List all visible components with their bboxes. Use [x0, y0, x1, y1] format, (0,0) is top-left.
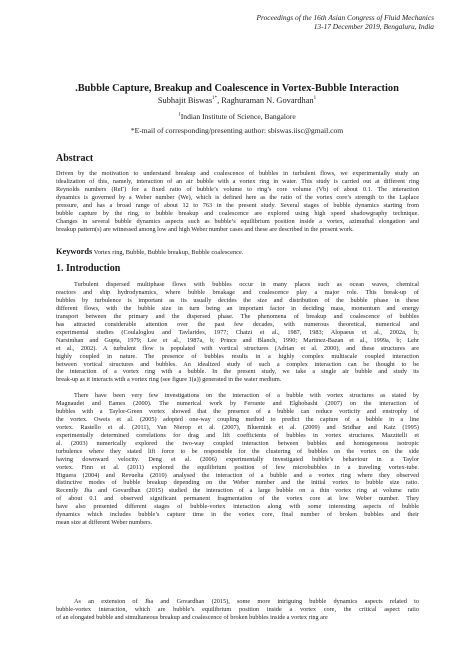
- text-line: bubble-vortex interaction, which are bubble’s equilibrium position inside a vortex core, the critical aspect ratio: [56, 605, 419, 613]
- text-line: al. (2003) numerically explored the two-way coupled interaction between bubbles and homogeneous isotropic: [56, 439, 419, 447]
- abstract-heading: Abstract: [56, 153, 94, 164]
- author-1-sup: 1*: [212, 96, 218, 102]
- text-line: of about 0.1 and observed significant permanent fragmentation of the vortex core at low Weber number. They: [56, 495, 419, 503]
- abstract-paragraph: [56, 170, 419, 234]
- text-line: of an elongated bubble and simultaneous breakup and coalescence of broken bubbles inside a vortex ring are: [56, 613, 328, 621]
- introduction-paragraph-3: [56, 598, 419, 622]
- text-line: There have been very few investigations on the interaction of a bubble with vortex structures as stated by: [74, 392, 419, 399]
- text-line: the vortex. Oweis et al. (2005) adopted one-way coupling method to predict the capture of a bubble in a line: [56, 415, 419, 423]
- text-line: experimentally determined correlations for drag and lift coefficients of bubbles in vortex structures. Mazzitelli et: [56, 431, 419, 439]
- introduction-paragraph-2: [56, 392, 419, 527]
- text-line: break-up as it interacts with a vortex ring (see figure 1(a)) generated in the water medium.: [56, 376, 282, 384]
- text-line: having downward velocity. Deng et al. (2006) experimentally investigated bubble’s behaviour in a Taylor: [56, 455, 419, 463]
- text-line: et al., 2002). A turbulent flow is populated with vortical structures (Adrian et al. 2000), and these structures are: [56, 344, 419, 352]
- text-line: bubbles with a Taylor-Green vortex showed that the presence of a bubble can reduce vorticity and enstrophy of: [56, 407, 419, 415]
- author-2: Raghuraman N. Govardhan: [221, 96, 314, 105]
- keywords-label: Keywords: [56, 247, 93, 256]
- keywords-text: Vortex ring, Bubble, Bubble breakup, Bubble coalescence.: [92, 249, 244, 256]
- text-line: Narsimhan and Gupta, 1979; Lee et al., 1987a, b; Prince and Blanch, 1990; Martinez-Bazan et al., 1999a, b; Lehr: [56, 336, 419, 344]
- text-line: turbulence where they stated lift force to be responsible for the clustering of bubbles on the vortex on the side: [56, 447, 419, 455]
- affiliation: [36, 112, 438, 122]
- paper-title: .Bubble Capture, Breakup and Coalescence in Vortex-Bubble Interaction: [75, 83, 399, 94]
- text-line: have also presented different stages of bubble-vortex interaction along with some interesting aspects of bubble: [56, 503, 419, 511]
- corresponding-email: *E-mail of corresponding/presenting author: sbiswas.iisc@gmail.com: [130, 126, 344, 135]
- introduction-paragraph-1: [56, 281, 419, 384]
- affiliation-sup: 1: [178, 112, 181, 118]
- text-line: has attracted considerable attention over the past few decades, with numerous theoretical, numerical and: [56, 320, 419, 328]
- text-line: Driven by the motivation to understand breakup and coalescence of bubbles in turbulent flows, we experimentally study an: [56, 170, 419, 177]
- text-line: idealization of this, namely, interaction of an air bubble with a vortex ring in water. This study is carried out at different ring: [56, 177, 419, 185]
- text-line: vortex. Finn et al. (2011) explored the equilibrium position of few microbubbles in a traveling vortex-tube.: [56, 463, 419, 471]
- text-line: different flows, with the bubble size in turn being an important factor in deciding mass, momentum and energy: [56, 304, 419, 312]
- title-block: [36, 83, 438, 136]
- author-2-sup: 1: [313, 96, 317, 102]
- text-line: mean size at different Weber numbers.: [56, 519, 153, 527]
- author-1: Subhajit Biswas: [157, 96, 213, 105]
- text-line: Reynolds numbers (ReΓ) for a fixed ratio of bubble’s volume to ring’s core volume (Vb) of about 0.1. The interaction: [56, 185, 419, 193]
- text-line: Recently Jha and Govardhan (2015) studied the interaction of a large bubble on a thin vortex ring at volume ratio: [56, 487, 419, 495]
- text-line: dynamics is governed by a Weber number (We), which is defined here as the ratio of the vortex core’s strength to the Laplace: [56, 193, 419, 201]
- proceedings-header: [134, 13, 434, 32]
- text-line: Magnaudet and Eames (2000). The numerical work by Ferrante and Elghobashi (2007) on the interaction of: [56, 399, 419, 407]
- introduction-heading: 1. Introduction: [56, 263, 121, 274]
- affiliation-text: Indian Institute of Science, Bangalore: [180, 112, 296, 121]
- text-line: Turbulent dispersed multiphase flows with bubbles occur in many places such as ocean waves, chemical: [74, 281, 419, 288]
- text-line: pressure, and has a broad range of about 12 to 763 in the present study. Several stages of bubble dynamics starting from: [56, 201, 419, 209]
- text-line: between vortical structures and bubbles. An idealized study of such a complex interaction can be thought to be: [56, 360, 419, 368]
- text-line: distinctive modes of bubble breakup depending on the Weber number and the initial vortex to bubble size ratio.: [56, 479, 419, 487]
- text-line: As an extension of Jha and Govardhan (2015), some more intriguing bubble dynamics aspects related to: [74, 598, 419, 605]
- text-line: reactors and ship hydrodynamics, where bubble breakage and coalescence play a major role. This break-up of: [56, 288, 419, 296]
- text-line: dynamics which includes bubble’s capture time in the vortex core, final number of broken bubbles and their: [56, 511, 419, 519]
- text-line: breakup pattern(s) are witnessed among low and high Weber number cases and these are described in the present work.: [56, 225, 354, 233]
- text-line: bubble capture by the ring, to bubble breakup and coalescence are explored using high speed shadowgraphy technique.: [56, 209, 419, 217]
- proceedings-line-2: 13-17 December 2019, Bengaluru, India: [313, 22, 434, 32]
- author-line: [36, 95, 438, 106]
- text-line: transport between the primary and the dispersed phase. The phenomena of breakup and coalescence of bubbles: [56, 312, 419, 320]
- text-line: the interaction of a vortex ring with a bubble. In the present study, we take a single air bubble and study its: [56, 368, 419, 376]
- text-line: experimental studies (Coulaloglou and Tavlarides, 1977; Chatzi et al., 1987, 1983; Alopaeus et al., 2002a, b;: [56, 328, 419, 336]
- proceedings-line-1: Proceedings of the 16th Asian Congress of Fluid Mechanics: [256, 13, 434, 22]
- text-line: bubbles by turbulence is important as its usually decides the size and distribution of the bubble phase in these: [56, 296, 419, 304]
- text-line: highly coupled in nature. The presence of bubbles results in a highly complex multiscale coupled interaction: [56, 352, 419, 360]
- text-line: vortex. Rastello et al. (2011), Van Nierop et al. (2007), Bluemink et al. (2009) and Sridhar and Katz (1995): [56, 423, 419, 431]
- author-separator: ,: [217, 96, 222, 105]
- text-line: Changes in several bubble dynamics aspects such as bubble’s equilibrium position inside a vortex, azimuthal elongation and: [56, 217, 419, 225]
- keywords-line: [56, 247, 243, 257]
- text-line: Higuera (2004) and Revuelta (2010) analysed the interaction of a bubble and a vortex ring where they observed: [56, 471, 419, 479]
